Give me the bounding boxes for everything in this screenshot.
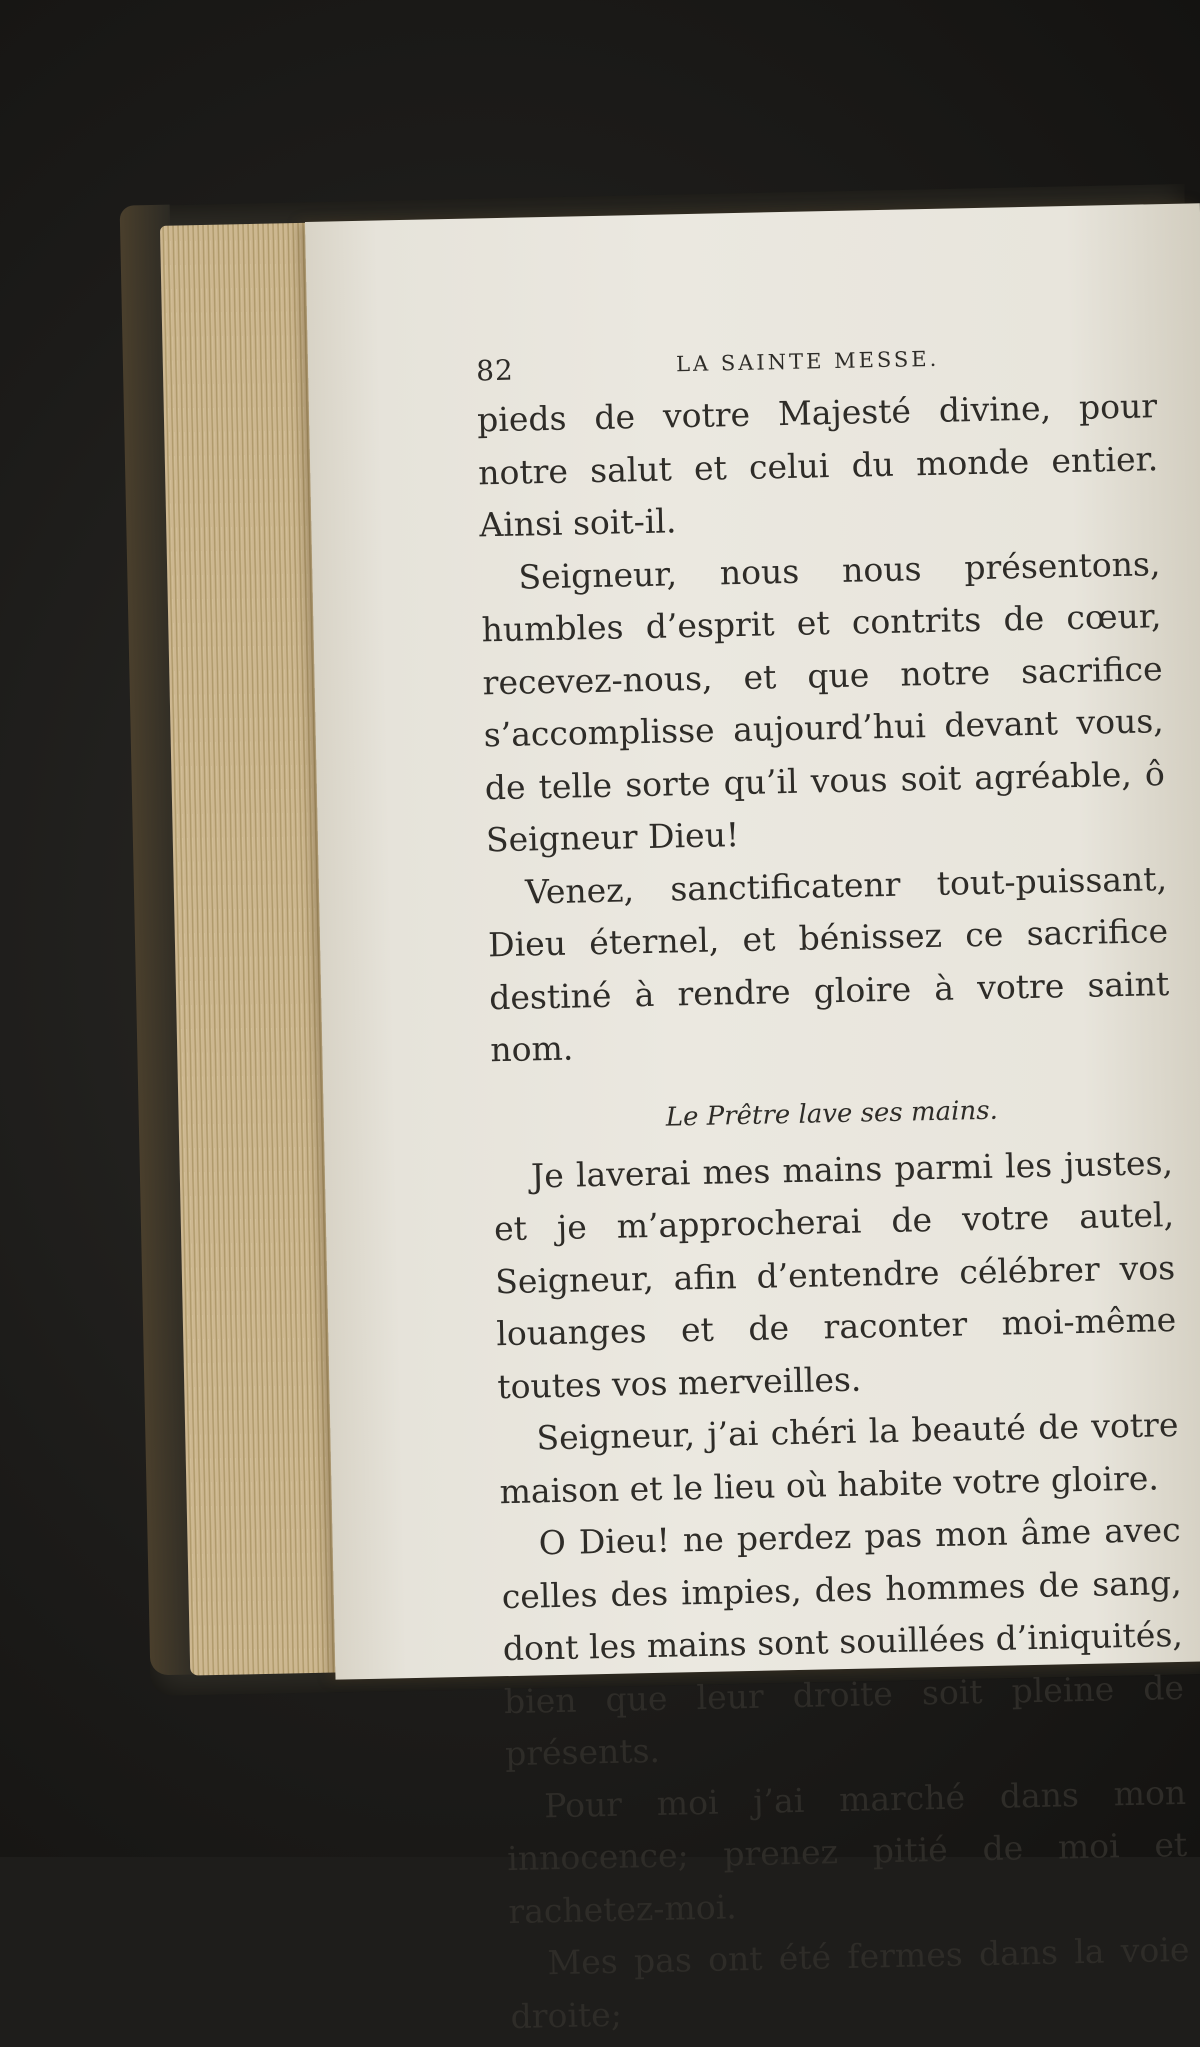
- rubric-heading: Le Prêtre lave ses mains.: [665, 1095, 999, 1133]
- page-number: 82: [475, 353, 515, 388]
- paragraph: Seigneur, j’ai chéri la beauté de votre maison et le lieu où habite votre gloire.: [499, 1404, 1179, 1511]
- page-text-block: [476, 340, 1191, 2043]
- paragraph: Mes pas ont été fermes dans la voie droite;: [510, 1929, 1190, 2036]
- paragraph: Je laverai mes mains parmi les justes, et je m’approcherai de votre autel, Seigneur, afin d’entendre célébrer vos louanges et de raconter moi-même toutes vos merveilles.: [493, 1142, 1177, 1406]
- paragraph: Pour moi j’ai marché dans mon innocence; prenez pitié de moi et rachetez-moi.: [506, 1772, 1188, 1931]
- running-title: LA SAINTE MESSE.: [675, 346, 940, 377]
- paragraph: Venez, sanctificatenr tout-puissant, Dieu éternel, et bénissez ce sacrifice destiné à rendre gloire à votre saint nom.: [487, 858, 1170, 1070]
- paragraph: Seigneur, nous nous présentons, humbles d’esprit et contrits de cœur, recevez-nous, et que notre sacrifice s’accomplisse aujourd’hui devant vous, de telle sorte qu’il vous soit agréable, ô Seigneur Dieu!: [481, 543, 1166, 860]
- book-page: [305, 203, 1200, 2036]
- paragraph: pieds de votre Majesté divine, pour notre salut et celui du monde entier. Ainsi soit-il.: [476, 386, 1159, 545]
- paragraph: O Dieu! ne perdez pas mon âme avec celles des impies, des hommes de sang, dont les mains sont souillées d’iniquités, bien que leur droite soit pleine de présents.: [501, 1509, 1185, 1774]
